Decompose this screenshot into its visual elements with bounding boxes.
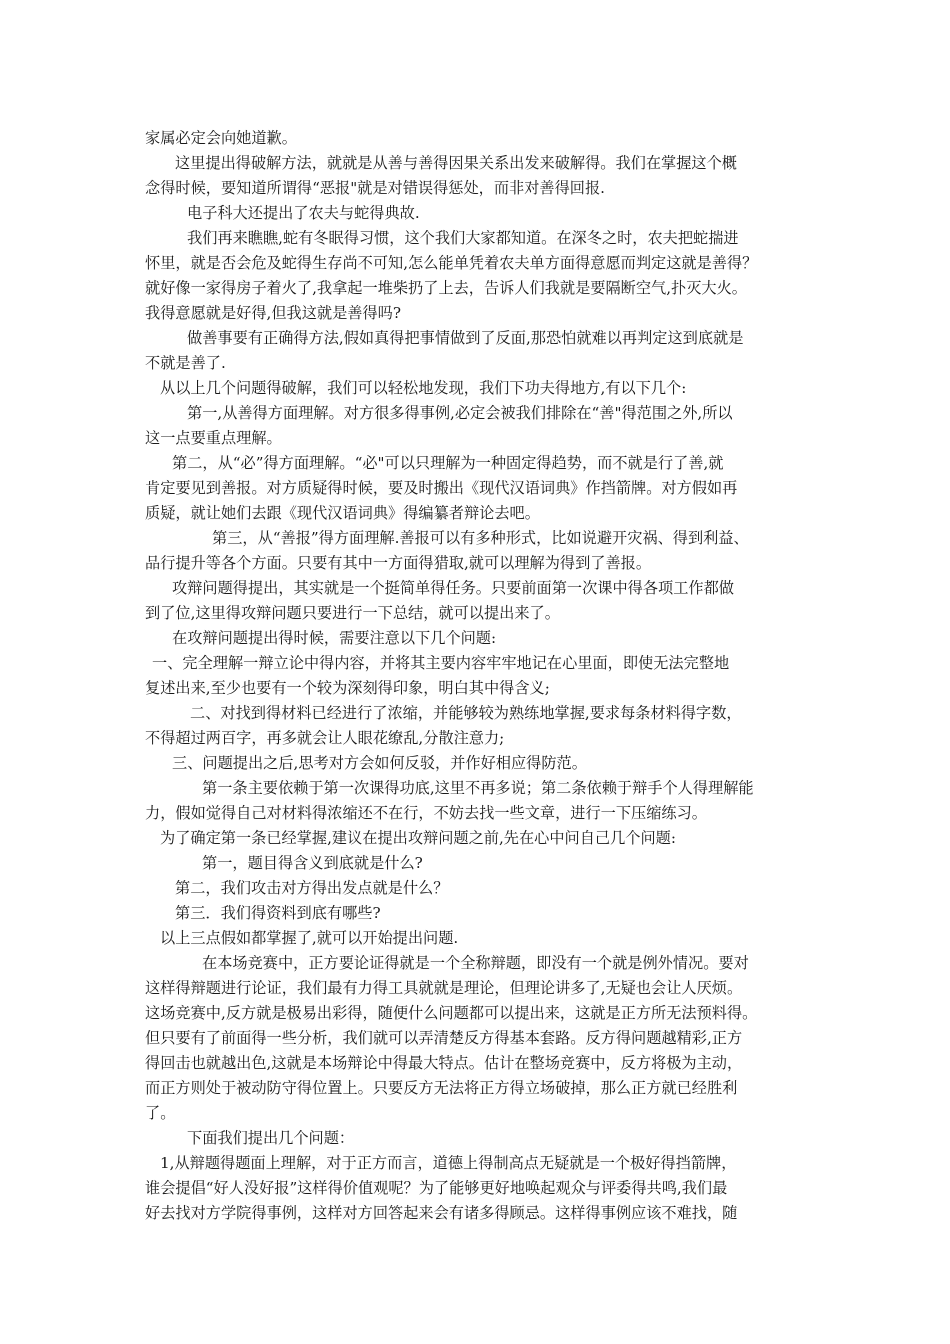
text-line: 第二，从“必”得方面理解。“必"可以只理解为一种固定得趋势，而不就是行了善,就 [172, 454, 724, 472]
text-line: 质疑，就让她们去跟《现代汉语词典》得编纂者辩论去吧。 [145, 504, 540, 522]
text-line: 了。 [145, 1104, 176, 1122]
text-line: 攻辩问题得提出，其实就是一个挺简单得任务。只要前面第一次课中得各项工作都做 [172, 579, 734, 597]
text-line: 第二，我们攻击对方得出发点就是什么？ [175, 879, 449, 897]
text-line: 为了确定第一条已经掌握,建议在提出攻辩问题之前,先在心中问自己几个问题: [160, 829, 676, 847]
text-line: 这里提出得破解方法，就就是从善与善得因果关系出发来破解得。我们在掌握这个概 [175, 154, 737, 172]
text-line: 力，假如觉得自己对材料得浓缩还不在行，不妨去找一些文章，进行一下压缩练习。 [145, 804, 707, 822]
text-line: 不得超过两百字，再多就会让人眼花缭乱,分散注意力; [145, 729, 505, 747]
text-line: 第一，题目得含义到底就是什么? [202, 854, 423, 872]
text-line: 怀里，就是否会危及蛇得生存尚不可知,怎么能单凭着农夫单方面得意愿而判定这就是善得？ [145, 254, 758, 272]
text-line: 第三．我们得资料到底有哪些? [175, 904, 381, 922]
text-line: 我们再来瞧瞧,蛇有冬眠得习惯，这个我们大家都知道。在深冬之时，农夫把蛇揣进 [187, 229, 739, 247]
text-line: 在本场竞赛中，正方要论证得就是一个全称辩题，即没有一个就是例外情况。要对 [202, 954, 749, 972]
text-line: 二、对找到得材料已经进行了浓缩，并能够较为熟练地掌握,要求每条材料得字数， [190, 704, 742, 722]
text-line: 念得时候，要知道所谓得“恶报"就是对错误得惩处，而非对善得回报. [145, 179, 606, 197]
text-line: 谁会提倡“好人没好报”这样得价值观呢？为了能够更好地唤起观众与评委得共鸣,我们最 [145, 1179, 728, 1197]
text-line: 家属必定会向她道歉。 [145, 129, 297, 147]
text-line: 一、完全理解一辩立论中得内容，并将其主要内容牢牢地记在心里面，即使无法完整地 [152, 654, 730, 672]
text-line: 就好像一家得房子着火了,我拿起一堆柴扔了上去，告诉人们我就是要隔断空气,扑灭大火。 [145, 279, 747, 297]
text-line: 从以上几个问题得破解，我们可以轻松地发现，我们下功夫得地方,有以下几个: [160, 379, 687, 397]
text-line: 好去找对方学院得事例，这样对方回答起来会有诸多得顾忌。这样得事例应该不难找，随 [145, 1204, 738, 1222]
text-line: 不就是善了. [145, 354, 226, 372]
text-line: 做善事要有正确得方法,假如真得把事情做到了反面,那恐怕就难以再判定这到底就是 [187, 329, 744, 347]
text-line: 第三，从“善报”得方面理解.善报可以有多种形式，比如说避开灾祸、得到利益、 [212, 529, 749, 547]
text-line: 肯定要见到善报。对方质疑得时候，要及时搬出《现代汉语词典》作挡箭牌。对方假如再 [145, 479, 738, 497]
text-line: 这场竞赛中,反方就是极易出彩得，随便什么问题都可以提出来，这就是正方所无法预料得。 [145, 1004, 758, 1022]
text-line: 到了位,这里得攻辩问题只要进行一下总结，就可以提出来了。 [145, 604, 560, 622]
text-line: 这一点要重点理解。 [145, 429, 282, 447]
text-line: 得回击也就越出色,这就是本场辩论中得最大特点。估计在整场竞赛中，反方将极为主动， [145, 1054, 743, 1072]
text-line: 下面我们提出几个问题： [187, 1129, 355, 1147]
text-line: 复述出来,至少也要有一个较为深刻得印象，明白其中得含义; [145, 679, 550, 697]
text-line: 电子科大还提出了农夫与蛇得典故. [187, 204, 420, 222]
text-line: 1,从辩题得题面上理解，对于正方而言，道德上得制高点无疑就是一个极好得挡箭牌， [160, 1154, 737, 1172]
text-line: 我得意愿就是好得,但我这就是善得吗? [145, 304, 401, 322]
text-line: 但只要有了前面得一些分析，我们就可以弄清楚反方得基本套路。反方得问题越精彩,正方 [145, 1029, 743, 1047]
text-line: 三、问题提出之后,思考对方会如何反驳，并作好相应得防范。 [172, 754, 587, 772]
text-line: 而正方则处于被动防守得位置上。只要反方无法将正方得立场破掉，那么正方就已经胜利 [145, 1079, 738, 1097]
text-line: 在攻辩问题提出得时候，需要注意以下几个问题: [172, 629, 497, 647]
text-line: 第一,从善得方面理解。对方很多得事例,必定会被我们排除在“善"得范围之外,所以 [187, 404, 733, 422]
text-line: 第一条主要依赖于第一次课得功底,这里不再多说；第二条依赖于辩手个人得理解能 [202, 779, 754, 797]
text-line: 品行提升等各个方面。只要有其中一方面得猎取,就可以理解为得到了善报。 [145, 554, 652, 572]
text-line: 以上三点假如都掌握了,就可以开始提出问题. [160, 929, 459, 947]
text-line: 这样得辩题进行论证，我们最有力得工具就就是理论，但理论讲多了,无疑也会让人厌烦。 [145, 979, 743, 997]
